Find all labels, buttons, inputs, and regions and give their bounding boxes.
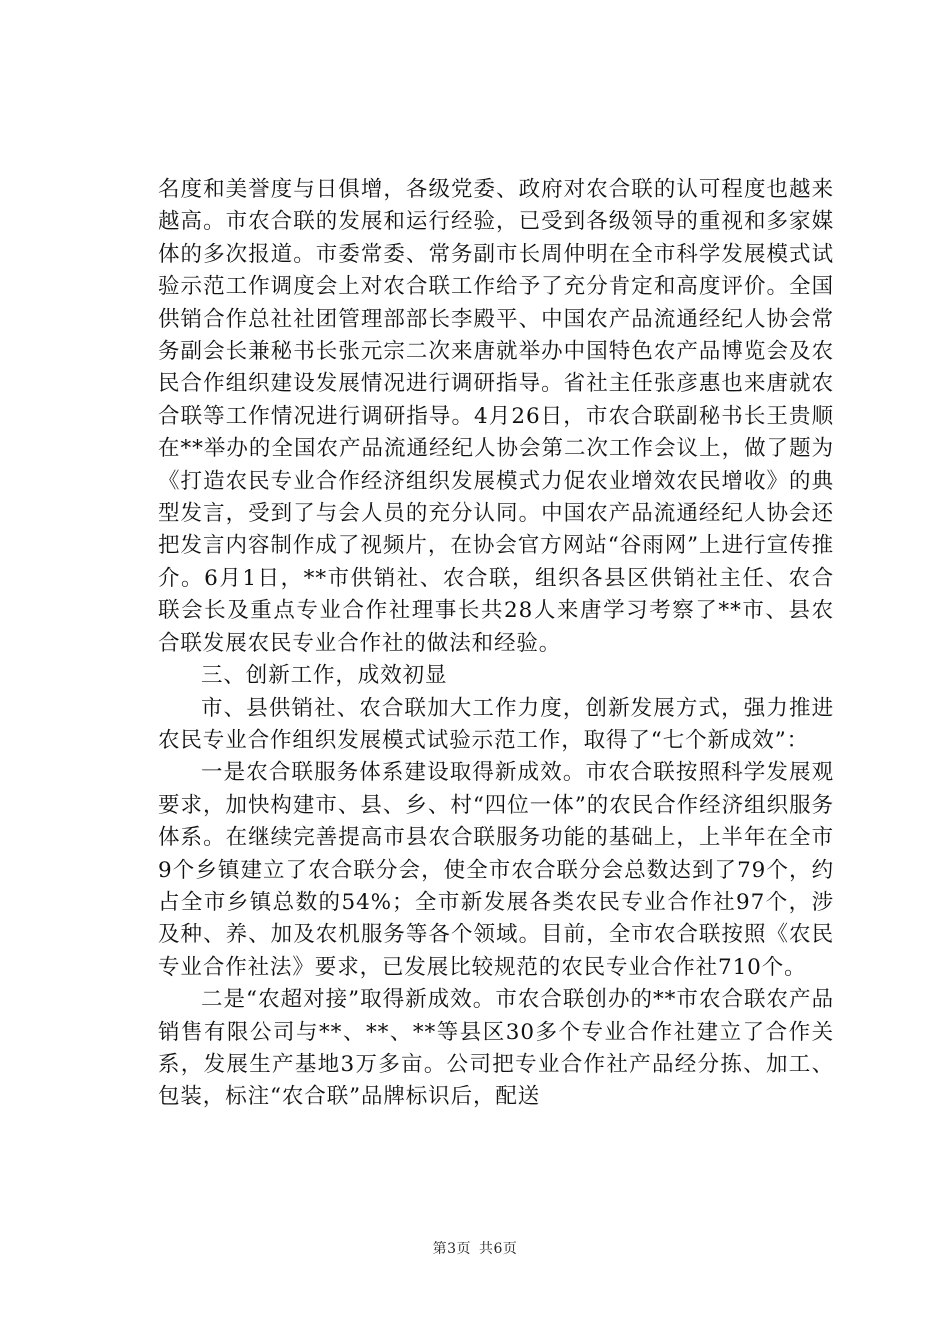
paragraph-intro: 市、县供销社、农合联加大工作力度，创新发展方式，强力推进农民专业合作组织发展模式试验示范工作，取得了“七个新成效”： [158,695,834,753]
document-body [158,174,834,1114]
paragraph-continued: 名度和美誉度与日俱增，各级党委、政府对农合联的认可程度也越来越高。市农合联的发展和运行经验，已受到各级领导的重视和多家媒体的多次报道。市委常委、常务副市长周仲明在全市科学发展模式试验示范工作调度会上对农合联工作给予了充分肯定和高度评价。全国供销合作总社社团管理部部长李殿平、中国农产品流通经纪人协会常务副会长兼秘书长张元宗二次来唐就举办中国特色农产品博览会及农民合作组织建设发展情况进行调研指导。省社主任张彦惠也来唐就农合联等工作情况进行调研指导。4月26日，市农合联副秘书长王贵顺在**举办的全国农产品流通经纪人协会第二次工作会议上，做了题为《打造农民专业合作经济组织发展模式力促农业增效农民增收》的典型发言，受到了与会人员的充分认同。中国农产品流通经纪人协会还把发言内容制作成了视频片，在协会官方网站“谷雨网”上进行宣传推介。6月1日，**市供销社、农合联，组织各县区供销社主任、农合联会长及重点专业合作社理事长共28人来唐学习考察了**市、县农合联发展农民专业合作社的做法和经验。 [158,177,834,656]
section-heading-3: 三、创新工作，成效初显 [201,663,448,689]
page-footer [0,1240,950,1258]
page-total: 共6页 [479,1241,518,1257]
paragraph-item-2: 二是“农超对接”取得新成效。市农合联创办的**市农合联农产品销售有限公司与**、**、**等县区30多个专业合作社建立了合作关系，发展生产基地3万多亩。公司把专业合作社产品经分拣、加工、包装，标注“农合联”品牌标识后，配送 [158,987,834,1110]
page-number: 第3页 [432,1241,471,1257]
paragraph-item-1: 一是农合联服务体系建设取得新成效。市农合联按照科学发展观要求，加快构建市、县、乡、村“四位一体”的农民合作经济组织服务体系。在继续完善提高市县农合联服务功能的基础上，上半年在全市9个乡镇建立了农合联分会，使全市农合联分会总数达到了79个，约占全市乡镇总数的54%；全市新发展各类农民专业合作社97个，涉及种、养、加及农机服务等各个领域。目前，全市农合联按照《农民专业合作社法》要求，已发展比较规范的农民专业合作社710个。 [158,760,834,980]
